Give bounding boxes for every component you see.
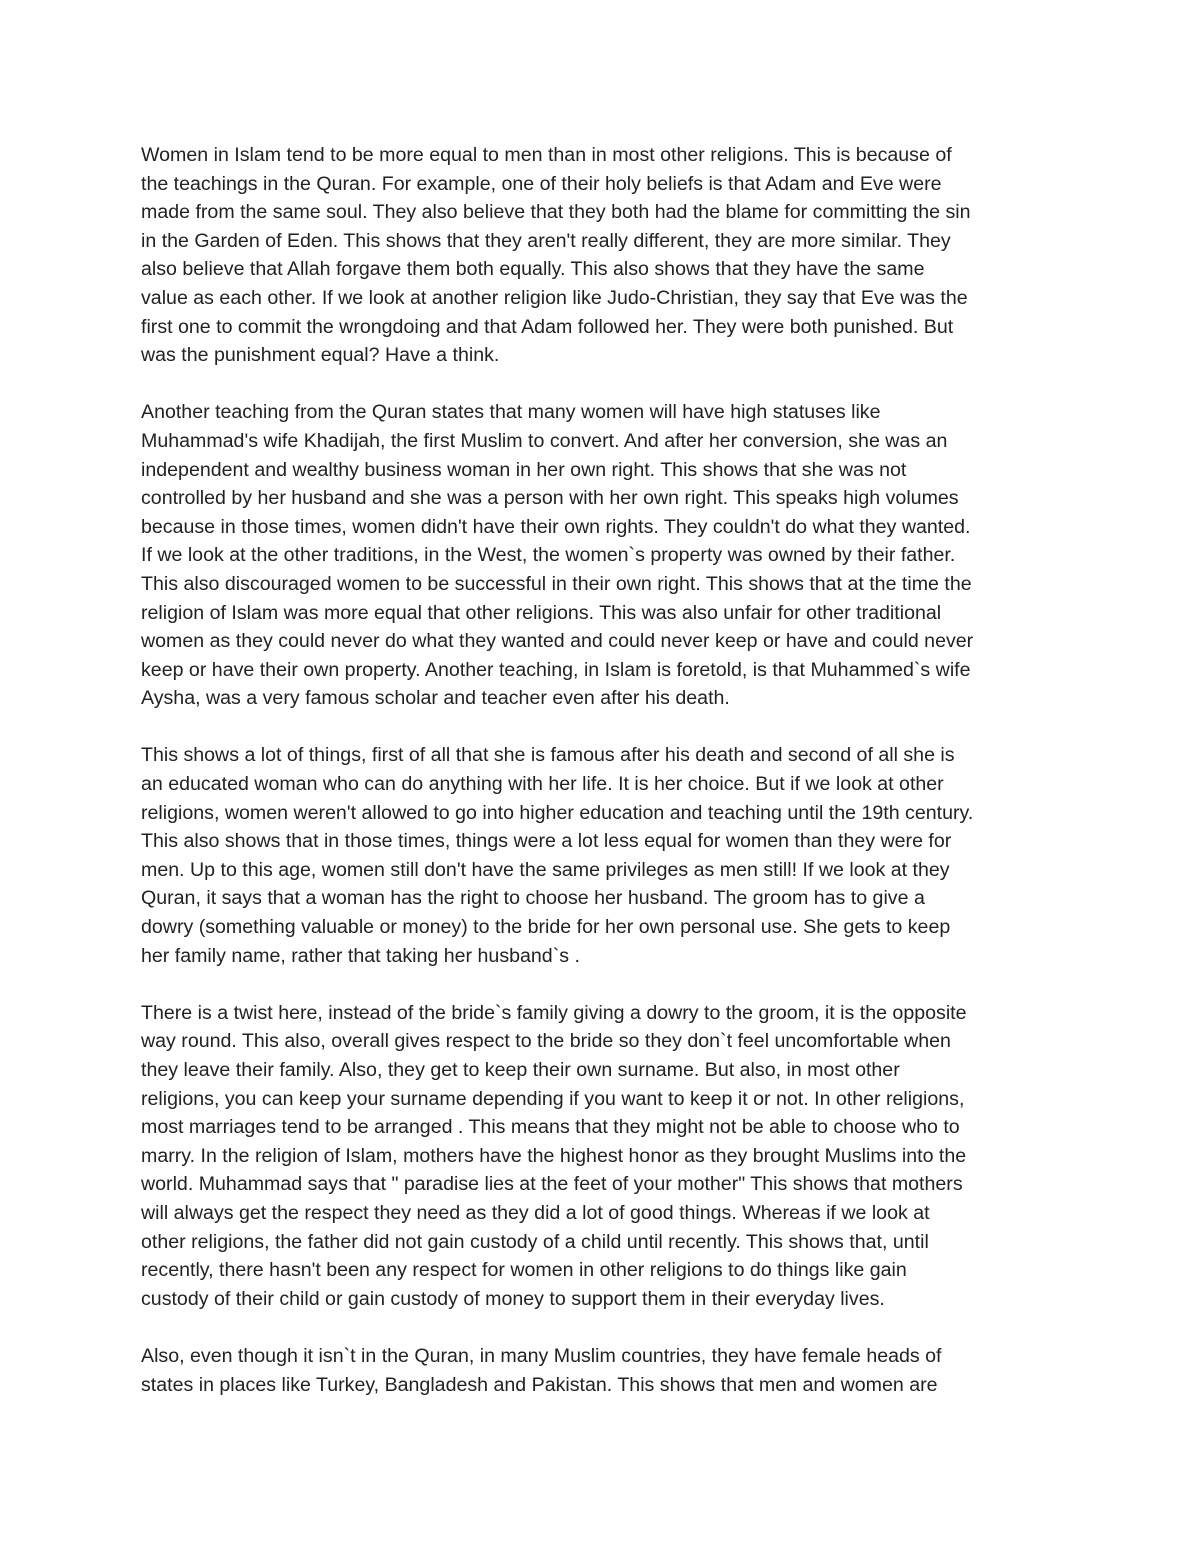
text-line: keep or have their own property. Another teaching, in Islam is foretold, is that Muhammed`s wife xyxy=(141,658,971,681)
text-line: There is a twist here, instead of the bride`s family giving a dowry to the groom, it is the opposite xyxy=(141,1001,967,1024)
text-line: most marriages tend to be arranged . This means that they might not be able to choose who to xyxy=(141,1116,960,1139)
text-line: marry. In the religion of Islam, mothers have the highest honor as they brought Muslims into the xyxy=(141,1144,967,1167)
paragraph xyxy=(141,1342,1066,1399)
text-line: was the punishment equal? Have a think. xyxy=(141,344,500,367)
text-line: also believe that Allah forgave them both equally. This also shows that they have the same xyxy=(141,258,925,281)
text-line: Also, even though it isn`t in the Quran, in many Muslim countries, they have female heads of xyxy=(141,1344,942,1367)
text-line: religions, you can keep your surname depending if you want to keep it or not. In other religions, xyxy=(141,1087,965,1110)
paragraph xyxy=(141,999,1066,1314)
text-line: men. Up to this age, women still don't have the same privileges as men still! If we look at they xyxy=(141,858,950,881)
paragraph xyxy=(141,398,1066,713)
text-line: controlled by her husband and she was a person with her own right. This speaks high volumes xyxy=(141,487,959,510)
text-line: independent and wealthy business woman in her own right. This shows that she was not xyxy=(141,458,907,481)
text-line: states in places like Turkey, Bangladesh and Pakistan. This shows that men and women are xyxy=(141,1373,938,1396)
text-line: If we look at the other traditions, in the West, the women`s property was owned by their father. xyxy=(141,544,956,567)
text-line: in the Garden of Eden. This shows that they aren't really different, they are more similar. They xyxy=(141,229,951,252)
text-line: custody of their child or gain custody of money to support them in their everyday lives. xyxy=(141,1287,885,1310)
text-line: value as each other. If we look at another religion like Judo-Christian, they say that Eve was the xyxy=(141,286,968,309)
text-line: Muhammad's wife Khadijah, the first Muslim to convert. And after her conversion, she was an xyxy=(141,429,948,452)
text-line: an educated woman who can do anything with her life. It is her choice. But if we look at other xyxy=(141,773,944,796)
text-line: This also shows that in those times, things were a lot less equal for women than they were for xyxy=(141,830,952,853)
text-line: Another teaching from the Quran states that many women will have high statuses like xyxy=(141,401,881,424)
document-body xyxy=(141,141,1066,1399)
text-line: way round. This also, overall gives respect to the bride so they don`t feel uncomfortable when xyxy=(141,1030,951,1053)
text-line: world. Muhammad says that " paradise lies at the feet of your mother" This shows that mothers xyxy=(141,1173,963,1196)
text-line: recently, there hasn't been any respect for women in other religions to do things like gain xyxy=(141,1259,907,1282)
text-line: because in those times, women didn't have their own rights. They couldn't do what they wanted. xyxy=(141,515,971,538)
text-line: women as they could never do what they wanted and could never keep or have and could never xyxy=(141,630,974,653)
text-line: made from the same soul. They also believe that they both had the blame for committing the sin xyxy=(141,201,971,224)
text-line: first one to commit the wrongdoing and that Adam followed her. They were both punished. But xyxy=(141,315,954,338)
text-line: religion of Islam was more equal that other religions. This was also unfair for other traditional xyxy=(141,601,942,624)
text-line: This also discouraged women to be successful in their own right. This shows that at the time the xyxy=(141,572,972,595)
text-line: Women in Islam tend to be more equal to men than in most other religions. This is because of xyxy=(141,144,952,166)
text-line: religions, women weren't allowed to go into higher education and teaching until the 19th century. xyxy=(141,801,974,824)
text-line: other religions, the father did not gain custody of a child until recently. This shows that, until xyxy=(141,1230,929,1253)
text-line: the teachings in the Quran. For example, one of their holy beliefs is that Adam and Eve were xyxy=(141,172,942,195)
text-line: Quran, it says that a woman has the right to choose her husband. The groom has to give a xyxy=(141,887,925,910)
text-line: will always get the respect they need as they did a lot of good things. Whereas if we look at xyxy=(141,1201,930,1224)
paragraph xyxy=(141,741,1066,970)
text-line: her family name, rather that taking her husband`s . xyxy=(141,944,580,967)
text-line: dowry (something valuable or money) to the bride for her own personal use. She gets to keep xyxy=(141,916,951,939)
text-line: Aysha, was a very famous scholar and teacher even after his death. xyxy=(141,687,730,710)
paragraph xyxy=(141,141,1066,370)
text-line: This shows a lot of things, first of all that she is famous after his death and second of all she is xyxy=(141,744,955,767)
text-line: they leave their family. Also, they get to keep their own surname. But also, in most other xyxy=(141,1059,900,1081)
